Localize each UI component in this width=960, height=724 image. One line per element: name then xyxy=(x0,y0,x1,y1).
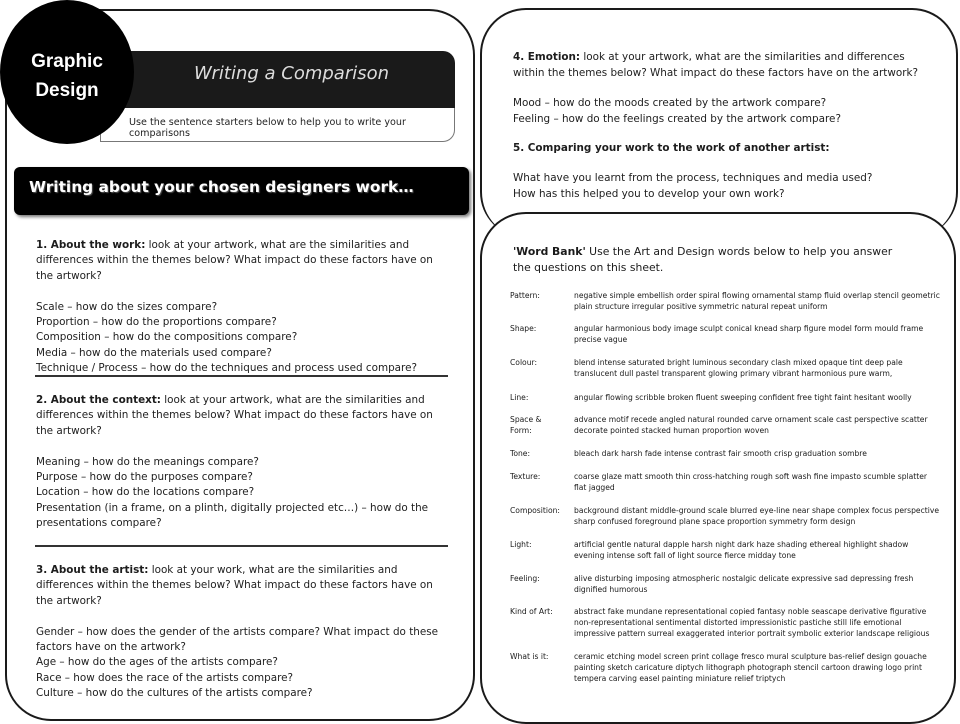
word-bank-words: blend intense saturated bright luminous secondary clash mixed opaque tint deep pale translucent dull pastel transparent glowing primary vibrant harmonious pure warm, xyxy=(574,358,903,378)
badge-line-1: Graphic xyxy=(31,51,103,72)
list-item: Presentation (in a frame, on a plinth, digitally projected etc…) – how do the presentations compare? xyxy=(36,501,429,530)
word-bank-label: Light: xyxy=(510,540,532,549)
title-bar xyxy=(100,51,455,109)
word-bank-words: bleach dark harsh fade intense contrast fair smooth crisp graduation sombre xyxy=(574,449,867,458)
divider xyxy=(35,375,448,377)
word-bank-label: Texture: xyxy=(510,472,541,481)
list-item: Culture – how do the cultures of the artists compare? xyxy=(36,687,313,700)
page-title: Writing a Comparison xyxy=(194,63,390,84)
list-item: Location – how do the locations compare? xyxy=(36,486,255,499)
list-item: Technique / Process – how do the techniques and process used compare? xyxy=(36,362,418,375)
word-bank-label: Line: xyxy=(510,393,529,402)
word-bank-instructions: Use the Art and Design words below to help you answer the questions on this sheet. xyxy=(513,245,893,274)
word-bank-words: negative simple embellish order spiral flowing ornamental stamp fluid overlap stencil geometric plain structure irregular positive symmetric natural repeat uniform xyxy=(574,291,940,311)
word-bank-label: Colour: xyxy=(510,358,538,367)
word-bank-label: Kind of Art: xyxy=(510,607,553,616)
word-bank-label: Space & Form: xyxy=(510,415,542,435)
section-1-heading: 1. About the work: xyxy=(36,239,146,251)
list-item: Gender – how does the gender of the artists compare? What impact do these factors have on the artwork? xyxy=(36,625,439,654)
section-about-work xyxy=(36,238,451,377)
list-item: Media – how do the materials used compare? xyxy=(36,346,272,359)
subtitle-box xyxy=(100,108,455,142)
section-4-heading: 4. Emotion: xyxy=(513,51,581,63)
page-subtitle: Use the sentence starters below to help you to write your comparisons xyxy=(129,117,406,139)
list-item: Age – how do the ages of the artists compare? xyxy=(36,656,278,669)
section-4-question: look at your artwork, what are the similarities and differences within the themes below? What impact do these factors have on the artwork? xyxy=(513,51,919,79)
word-bank-words: advance motif recede angled natural rounded carve ornament scale cast perspective scatter decorate pointed stacked human proportion woven xyxy=(574,415,928,435)
section-2-question: look at your artwork, what are the similarities and differences within the themes below? What impact do these factors have on the artwork? xyxy=(36,394,433,437)
word-bank-words: background distant middle-ground scale blurred eye-line near shape complex focus perspective sharp confused foreground plane space proportion symmetry form design xyxy=(574,506,940,526)
section-about-artist xyxy=(36,563,451,702)
word-bank-words: ceramic etching model screen print collage fresco mural sculpture bas-relief design gouache painting sketch caricature diptych lithograph photograph stencil cartoon drawing logo print tempera carving easel painting miniature relief triptych xyxy=(574,652,927,683)
list-item: Scale – how do the sizes compare? xyxy=(36,300,218,313)
word-bank-label: Shape: xyxy=(510,324,537,333)
section-heading: Writing about your chosen designers work… xyxy=(29,178,414,196)
list-item: Purpose – how do the purposes compare? xyxy=(36,471,253,484)
section-comparing xyxy=(513,140,923,202)
word-bank-words: angular harmonious body image sculpt conical knead sharp figure model form mould frame precise vague xyxy=(574,324,924,344)
list-item: Mood – how do the moods created by the artwork compare? xyxy=(513,97,827,109)
word-bank-words: abstract fake mundane representational copied fantasy noble seascape derivative figurative non-representational sentimental distorted impressionistic pastiche still life emotional impressive pattern surreal exaggerated interior portrait symbolic exterior landscape religious xyxy=(574,607,930,638)
word-bank-panel xyxy=(480,212,956,724)
section-about-context xyxy=(36,393,451,532)
word-bank-label: Tone: xyxy=(510,449,531,458)
list-item: Proportion – how do the proportions compare? xyxy=(36,316,277,329)
list-item: Meaning – how do the meanings compare? xyxy=(36,455,259,468)
word-bank-label: Composition: xyxy=(510,506,560,515)
section-3-question: look at your work, what are the similarities and differences within the themes below? What impact do these factors have on the artwork? xyxy=(36,564,433,607)
section-5-heading: 5. Comparing your work to the work of another artist: xyxy=(513,142,830,154)
section-2-heading: 2. About the context: xyxy=(36,394,161,406)
word-bank-words: angular flowing scribble broken fluent sweeping confident free tight faint hesitant woolly xyxy=(574,393,912,402)
section-heading-bar xyxy=(14,167,469,215)
list-item: Composition – how do the compositions compare? xyxy=(36,331,298,344)
word-bank-words: coarse glaze matt smooth thin cross-hatching rough soft wash fine impasto scumble splatter flat jagged xyxy=(574,472,928,492)
list-item: What have you learnt from the process, techniques and media used? xyxy=(513,172,873,184)
word-bank-label: Pattern: xyxy=(510,291,540,300)
graphic-design-badge xyxy=(0,0,134,144)
word-bank-words: alive disturbing imposing atmospheric nostalgic delicate expressive sad depressing fresh dignified humorous xyxy=(574,574,914,594)
word-bank-title: 'Word Bank' xyxy=(513,245,586,258)
list-item: Feeling – how do the feelings created by the artwork compare? xyxy=(513,113,841,125)
divider xyxy=(35,545,448,547)
list-item: How has this helped you to develop your own work? xyxy=(513,188,785,200)
badge-line-2: Design xyxy=(35,80,99,101)
word-bank-label: What is it: xyxy=(510,652,549,661)
word-bank-intro xyxy=(513,244,903,276)
word-bank-words: artificial gentle natural dapple harsh night dark haze shading ethereal highlight shadow evening intense soft fall of light source fierce midday tone xyxy=(574,540,909,560)
section-emotion xyxy=(513,49,923,127)
section-1-question: look at your artwork, what are the similarities and differences within the themes below? What impact do these factors have on the artwork? xyxy=(36,239,433,282)
section-3-heading: 3. About the artist: xyxy=(36,564,149,576)
list-item: Race – how does the race of the artists compare? xyxy=(36,671,294,684)
badge-text xyxy=(0,47,134,105)
word-bank-label: Feeling: xyxy=(510,574,540,583)
